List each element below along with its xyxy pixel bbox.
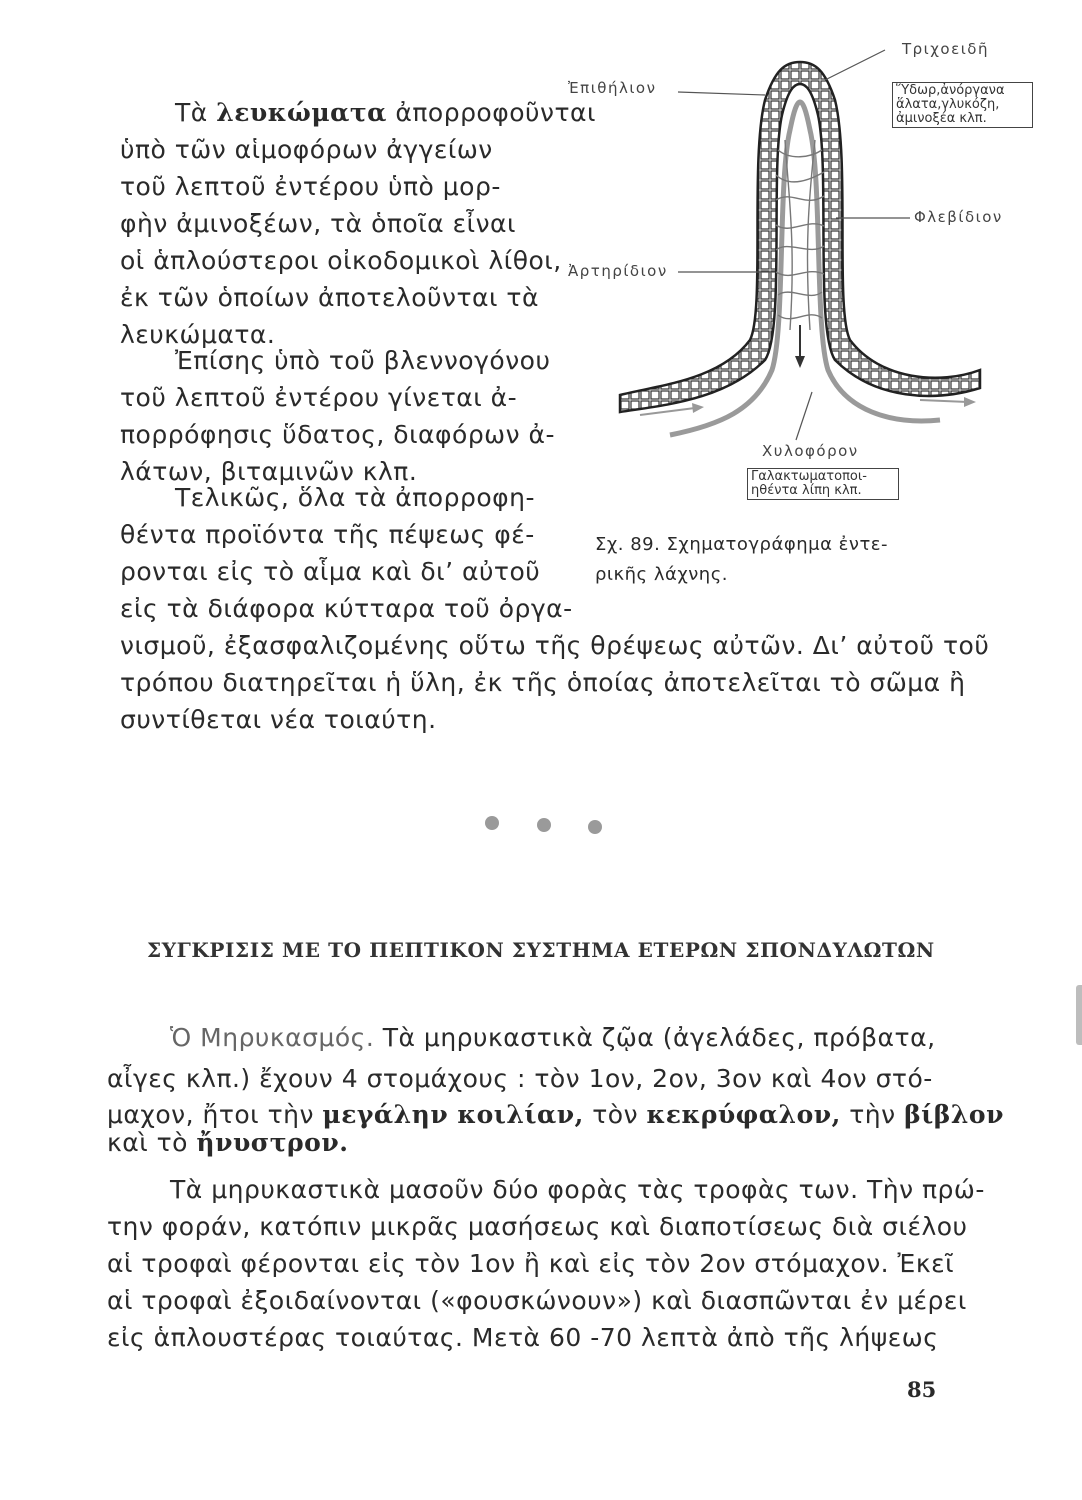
lacteal-arrow-icon xyxy=(795,356,805,368)
figure-caption-line2: ρικῆς λάχνης. xyxy=(595,564,728,585)
page-edge-mark xyxy=(1076,985,1082,1045)
para3-line1: Τελικῶς, ὅλα τὰ ἀπορροφη- xyxy=(175,483,535,512)
para2-line3: πορρόφησις ὕδατος, διαφόρων ἀ- xyxy=(120,420,556,449)
para2-line2: τοῦ λεπτοῦ ἐντέρου γίνεται ἀ- xyxy=(120,383,518,412)
para5-line3: αἱ τροφαὶ φέρονται εἰς τὸν 1ον ἢ καὶ εἰς τὸν 2ον στόμαχον. Ἐκεῖ xyxy=(107,1249,955,1278)
para3-line2: θέντα προϊόντα τῆς πέψεως φέ- xyxy=(120,520,535,549)
para5-line1: Τὰ μηρυκαστικὰ μασοῦν δύο φορὰς τὰς τροφὰς των. Τὴν πρώ- xyxy=(170,1175,985,1204)
flow-arrow-left-icon xyxy=(692,403,704,413)
flow-arrow-right-icon xyxy=(964,397,976,407)
para1-line7: λευκώματα. xyxy=(120,320,276,349)
separator-dot xyxy=(537,818,551,832)
para2-line4: λάτων, βιταμινῶν κλπ. xyxy=(120,457,418,486)
emulsified-fats-box: Γαλακτωματοποι- ηθέντα λίπη κλπ. xyxy=(747,468,899,500)
label-artiridion: Ἀρτηρίδιον xyxy=(568,262,668,280)
para3-line4: εἰς τὰ διάφορα κύτταρα τοῦ ὀργα- xyxy=(120,594,573,623)
separator-dot xyxy=(588,820,602,834)
section-heading: ΣΥΓΚΡΙΣΙΣ ΜΕ ΤΟ ΠΕΠΤΙΚΟΝ ΣΥΣΤΗΜΑ ΕΤΕΡΩΝ ΣΠΟΝΔΥΛΩΤΩΝ xyxy=(147,938,935,962)
para3-line5: νισμοῦ, ἐξασφαλιζομένης οὕτω τῆς θρέψεως αὐτῶν. Δι’ αὐτοῦ τοῦ xyxy=(120,631,990,660)
para5-line2: την φοράν, κατόπιν μικρᾶς μασήσεως καὶ διαποτίσεως διὰ σιέλου xyxy=(107,1212,968,1241)
separator-dot xyxy=(485,816,499,830)
para4-line4: καὶ τὸ ἤνυστρον. xyxy=(107,1128,349,1157)
bold-term-leukomata: λευκώματα xyxy=(216,98,387,127)
para3-line7: συντίθεται νέα τοιαύτη. xyxy=(120,705,437,734)
para4-line3: μαχον, ἤτοι τὴν μεγάλην κοιλίαν, τὸν κεκρύφαλον, τὴν βίβλον xyxy=(107,1100,1004,1129)
para5-line5: εἰς ἁπλουστέρας τοιαύτας. Μετὰ 60 -70 λεπτὰ ἀπὸ τῆς λήψεως xyxy=(107,1323,939,1352)
para4-line1: Ὁ Μηρυκασμός. Τὰ μηρυκαστικὰ ζῷα (ἀγελάδες, πρόβατα, xyxy=(170,1023,936,1052)
para1-line1: Τὰ λευκώματα ἀπορροφοῦνται xyxy=(175,98,596,127)
label-trichoeidi: Τριχοειδῆ xyxy=(902,40,989,58)
para2-line1: Ἐπίσης ὑπὸ τοῦ βλεννογόνου xyxy=(175,346,551,375)
para1-line3: τοῦ λεπτοῦ ἐντέρου ὑπὸ μορ- xyxy=(120,172,501,201)
figure-caption-line1: Σχ. 89. Σχηματογράφημα ἐντε- xyxy=(595,534,889,555)
para5-line4: αἱ τροφαὶ ἐξοιδαίνονται («φουσκώνουν») καὶ διασπῶνται ἐν μέρει xyxy=(107,1286,967,1315)
para1-line6: ἐκ τῶν ὁποίων ἀποτελοῦνται τὰ xyxy=(120,283,539,312)
subsection-title: Ὁ Μηρυκασμός. xyxy=(170,1023,375,1052)
para1-line4: φὴν ἀμινοξέων, τὰ ὁποῖα εἶναι xyxy=(120,209,516,238)
label-fleveidion: Φλεβίδιον xyxy=(914,208,1003,226)
para3-line6: τρόπου διατηρεῖται ἡ ὕλη, ἐκ τῆς ὁποίας ἀποτελεῖται τὸ σῶμα ἢ xyxy=(120,668,966,697)
para4-line2: αἶγες κλπ.) ἔχουν 4 στομάχους : τὸν 1ον, 2ον, 3ον καὶ 4ον στό- xyxy=(107,1064,933,1093)
para3-line3: ρονται εἰς τὸ αἷμα καὶ δι’ αὐτοῦ xyxy=(120,557,541,586)
para1-line2: ὑπὸ τῶν αἱμοφόρων ἀγγείων xyxy=(120,135,493,164)
page-number: 85 xyxy=(907,1377,937,1402)
absorbed-substances-box: Ὕδωρ,ἀνόργανα ἅλατα,γλυκόζη, ἀμινοξέα κλπ. xyxy=(892,82,1033,128)
label-epithelion: Ἐπιθήλιον xyxy=(568,79,657,97)
para1-line5: οἱ ἁπλούστεροι οἰκοδομικοὶ λίθοι, xyxy=(120,246,562,275)
label-chylofororon: Χυλοφόρον xyxy=(762,442,859,460)
